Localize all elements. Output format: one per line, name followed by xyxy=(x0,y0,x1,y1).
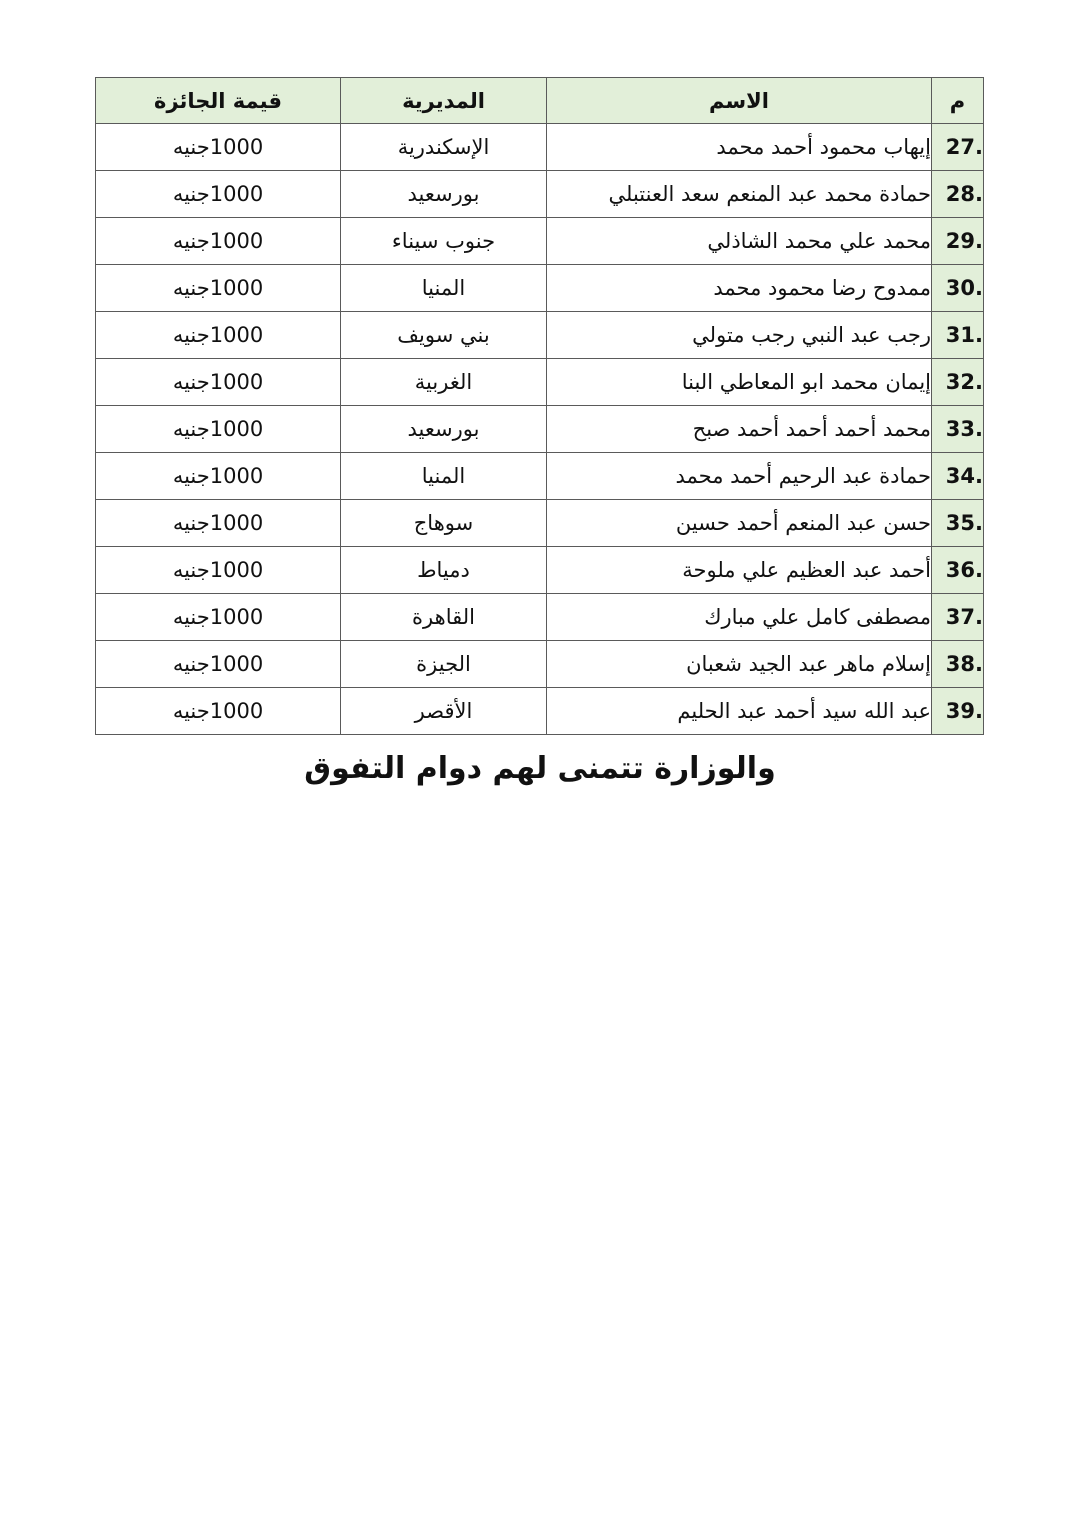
row-directorate: بورسعيد xyxy=(341,406,547,453)
table-row xyxy=(96,641,984,688)
row-number: 37. xyxy=(932,594,984,641)
table-row xyxy=(96,359,984,406)
row-directorate: الأقصر xyxy=(341,688,547,735)
row-directorate: الغربية xyxy=(341,359,547,406)
row-name: ممدوح رضا محمود محمد xyxy=(547,265,932,312)
row-name: إيمان محمد ابو المعاطي البنا xyxy=(547,359,932,406)
row-number: 30. xyxy=(932,265,984,312)
row-number: 31. xyxy=(932,312,984,359)
table-row xyxy=(96,312,984,359)
header-number: م xyxy=(932,78,984,124)
row-directorate: سوهاج xyxy=(341,500,547,547)
header-directorate: المديرية xyxy=(341,78,547,124)
row-name: مصطفى كامل علي مبارك xyxy=(547,594,932,641)
row-directorate: جنوب سيناء xyxy=(341,218,547,265)
row-prize: 1000جنيه xyxy=(96,218,341,265)
table-row xyxy=(96,547,984,594)
row-name: عبد الله سيد أحمد عبد الحليم xyxy=(547,688,932,735)
row-prize: 1000جنيه xyxy=(96,688,341,735)
table-row xyxy=(96,124,984,171)
row-name: حسن عبد المنعم أحمد حسين xyxy=(547,500,932,547)
row-number: 38. xyxy=(932,641,984,688)
row-prize: 1000جنيه xyxy=(96,500,341,547)
row-number: 34. xyxy=(932,453,984,500)
table-row xyxy=(96,406,984,453)
table-row xyxy=(96,594,984,641)
table-row xyxy=(96,218,984,265)
row-prize: 1000جنيه xyxy=(96,547,341,594)
winners-table xyxy=(95,77,984,735)
document-sheet xyxy=(96,77,984,786)
row-name: حمادة عبد الرحيم أحمد محمد xyxy=(547,453,932,500)
row-number: 29. xyxy=(932,218,984,265)
row-number: 33. xyxy=(932,406,984,453)
row-name: رجب عبد النبي رجب متولي xyxy=(547,312,932,359)
row-prize: 1000جنيه xyxy=(96,124,341,171)
row-name: إيهاب محمود أحمد محمد xyxy=(547,124,932,171)
row-name: محمد أحمد أحمد أحمد صبح xyxy=(547,406,932,453)
header-prize: قيمة الجائزة xyxy=(96,78,341,124)
row-name: محمد علي محمد الشاذلي xyxy=(547,218,932,265)
row-name: حمادة محمد عبد المنعم سعد العنتبلي xyxy=(547,171,932,218)
row-number: 35. xyxy=(932,500,984,547)
row-prize: 1000جنيه xyxy=(96,171,341,218)
row-directorate: الجيزة xyxy=(341,641,547,688)
row-directorate: المنيا xyxy=(341,453,547,500)
table-header-row xyxy=(96,78,984,124)
row-directorate: الإسكندرية xyxy=(341,124,547,171)
row-name: إسلام ماهر عبد الجيد شعبان xyxy=(547,641,932,688)
row-name: أحمد عبد العظيم علي ملوحة xyxy=(547,547,932,594)
table-row xyxy=(96,265,984,312)
row-prize: 1000جنيه xyxy=(96,641,341,688)
row-directorate: القاهرة xyxy=(341,594,547,641)
row-prize: 1000جنيه xyxy=(96,453,341,500)
row-prize: 1000جنيه xyxy=(96,406,341,453)
row-prize: 1000جنيه xyxy=(96,312,341,359)
table-row xyxy=(96,688,984,735)
row-number: 32. xyxy=(932,359,984,406)
row-prize: 1000جنيه xyxy=(96,594,341,641)
row-number: 39. xyxy=(932,688,984,735)
closing-message: والوزارة تتمنى لهم دوام التفوق xyxy=(304,751,776,786)
table-row xyxy=(96,171,984,218)
row-directorate: بورسعيد xyxy=(341,171,547,218)
row-number: 27. xyxy=(932,124,984,171)
row-number: 28. xyxy=(932,171,984,218)
row-directorate: المنيا xyxy=(341,265,547,312)
table-row xyxy=(96,453,984,500)
header-name: الاسم xyxy=(547,78,932,124)
table-row xyxy=(96,500,984,547)
row-directorate: دمياط xyxy=(341,547,547,594)
row-prize: 1000جنيه xyxy=(96,265,341,312)
row-prize: 1000جنيه xyxy=(96,359,341,406)
row-directorate: بني سويف xyxy=(341,312,547,359)
row-number: 36. xyxy=(932,547,984,594)
